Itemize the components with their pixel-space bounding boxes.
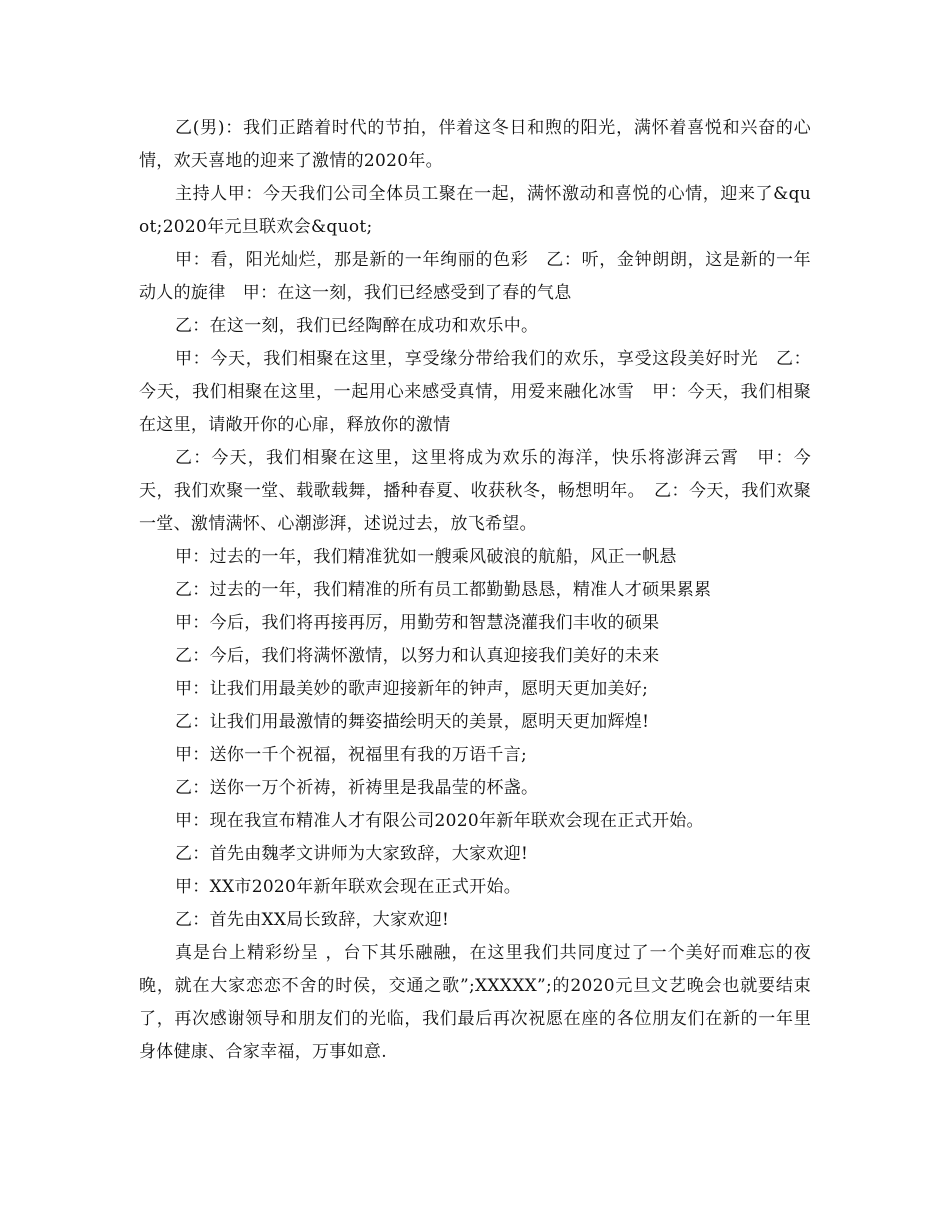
paragraph-5: 甲：今天，我们相聚在这里，享受缘分带给我们的欢乐，享受这段美好时光 乙：今天，我们相聚在这里，一起用心来感受真情，用爱来融化冰雪 甲：今天，我们相聚在这里，请敞开你的心扉，释放你的激情 bbox=[139, 349, 811, 435]
paragraph-19: 真是台上精彩纷呈 ，台下其乐融融，在这里我们共同度过了一个美好而难忘的夜晚，就在大家恋恋不舍的时侯，交通之歌”;XXXXX”;的2020元旦文艺晚会也就要结束了，再次感谢领导和朋友们的光临，我们最后再次祝愿在座的各位朋友们在新的一年里身体健康、合家幸福，万事如意. bbox=[139, 943, 811, 1062]
paragraph-3: 甲：看，阳光灿烂，那是新的一年绚丽的色彩 乙：听，金钟朗朗，这是新的一年动人的旋律 甲：在这一刻，我们已经感受到了春的气息 bbox=[139, 250, 811, 303]
paragraph-1: 乙(男)：我们正踏着时代的节拍，伴着这冬日和煦的阳光，满怀着喜悦和兴奋的心情，欢天喜地的迎来了激情的2020年。 bbox=[139, 118, 811, 171]
paragraph-2: 主持人甲：今天我们公司全体员工聚在一起，满怀激动和喜悦的心情，迎来了&quot;2020年元旦联欢会&quot; bbox=[139, 184, 811, 237]
paragraph-16: 乙：首先由魏孝文讲师为大家致辞，大家欢迎! bbox=[175, 844, 529, 864]
document-body bbox=[139, 112, 811, 1069]
paragraph-18: 乙：首先由XX局长致辞，大家欢迎! bbox=[175, 910, 450, 930]
paragraph-10: 乙：今后，我们将满怀激情，以努力和认真迎接我们美好的未来 bbox=[175, 646, 660, 666]
paragraph-14: 乙：送你一万个祈祷，祈祷里是我晶莹的杯盏。 bbox=[175, 778, 539, 798]
paragraph-15: 甲：现在我宣布精准人才有限公司2020年新年联欢会现在正式开始。 bbox=[175, 811, 704, 831]
paragraph-17: 甲：XX市2020年新年联欢会现在正式开始。 bbox=[175, 877, 522, 897]
paragraph-12: 乙：让我们用最激情的舞姿描绘明天的美景，愿明天更加辉煌! bbox=[175, 712, 650, 732]
paragraph-8: 乙：过去的一年，我们精准的所有员工都勤勤恳恳，精准人才硕果累累 bbox=[175, 580, 712, 600]
paragraph-13: 甲：送你一千个祝福，祝福里有我的万语千言; bbox=[175, 745, 528, 765]
paragraph-9: 甲：今后，我们将再接再厉，用勤劳和智慧浇灌我们丰收的硕果 bbox=[175, 613, 660, 633]
paragraph-4: 乙：在这一刻，我们已经陶醉在成功和欢乐中。 bbox=[175, 316, 539, 336]
paragraph-11: 甲：让我们用最美妙的歌声迎接新年的钟声，愿明天更加美好; bbox=[175, 679, 649, 699]
paragraph-6: 乙：今天，我们相聚在这里，这里将成为欢乐的海洋，快乐将澎湃云霄 甲：今天，我们欢聚一堂、载歌载舞，播种春夏、收获秋冬，畅想明年。 乙：今天，我们欢聚一堂、激情满怀、心潮澎湃，述说过去，放飞希望。 bbox=[139, 448, 811, 534]
paragraph-7: 甲：过去的一年，我们精准犹如一艘乘风破浪的航船，风正一帆悬 bbox=[175, 547, 677, 567]
